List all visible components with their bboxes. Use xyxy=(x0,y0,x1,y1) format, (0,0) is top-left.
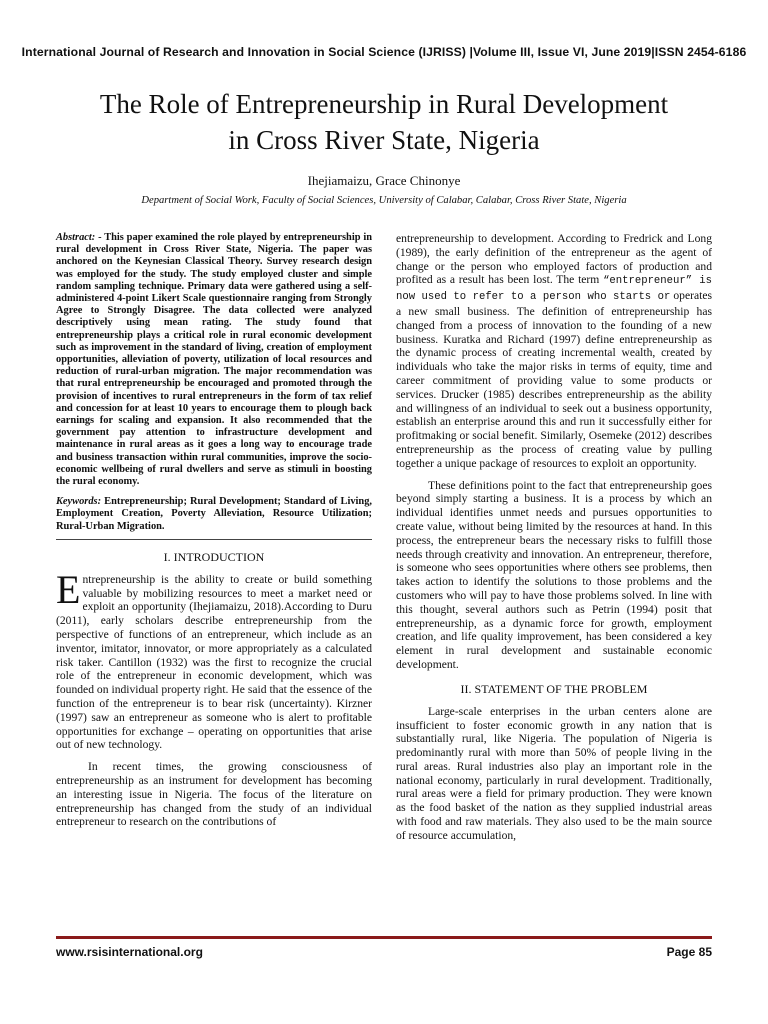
title-line-1: The Role of Entrepreneurship in Rural Development xyxy=(99,89,669,119)
abstract-divider xyxy=(56,539,372,540)
problem-heading: II. STATEMENT OF THE PROBLEM xyxy=(460,681,648,696)
definition-paragraph xyxy=(396,232,712,471)
title-line-2: in Cross River State, Nigeria xyxy=(228,125,540,155)
abstract xyxy=(56,232,372,488)
right-column xyxy=(396,232,712,843)
introduction-paragraph-2: In recent times, the growing consciousness of entrepreneurship as an instrument for development has becoming an interesting issue in Nigeria. The focus of the literature on entrepreneurship has changed from the study of an individual entrepreneur to research on the contributions of xyxy=(56,760,372,829)
keywords xyxy=(56,496,372,533)
footer-rule xyxy=(56,936,712,939)
keywords-text: Entrepreneurship; Rural Development; Standard of Living, Employment Creation, Poverty Alleviation, Resource Utilization; Rural-Urban Migration. xyxy=(56,496,372,532)
definition-text-a: entrepreneurship to development. According to Fredrick and Long (1989), the early definition of the entrepreneur as the agent of change or the person who employed factors of production and profited as a result has been lost. The term xyxy=(396,232,712,287)
author-affiliation: Department of Social Work, Faculty of Social Sciences, University of Calabar, Calabar, Cross River State, Nigeria xyxy=(141,195,627,206)
definition-text-mono: “entrepreneur” is now used to refer to a person who starts or xyxy=(396,275,712,304)
definitions-paragraph-2: These definitions point to the fact that entrepreneurship goes beyond simply starting a business. It is a process by which an individual identifies unmet needs and pursues opportunities to create value, without being limited by the resources at hand. In this process, the entrepreneur bears the necessary risks to fulfill those needs through creativity and innovation. An entrepreneur, therefore, is someone who sees opportunities where others see problems, then takes action to identify the solutions to those problems and the customers who will pay to have those problems solved. In line with this thought, several authors such as Petrin (1994) posit that entrepreneurship, as a dynamic force for growth, employment creation, and life quality improvement, has been considered a key element in rural development and sustainable economic development. xyxy=(396,478,712,671)
footer-website-link[interactable]: www.rsisinternational.org xyxy=(56,945,203,959)
page-number: Page 85 xyxy=(666,945,712,959)
keywords-label: Keywords: xyxy=(56,496,102,508)
drop-cap: E xyxy=(56,566,81,612)
abstract-text: - This paper examined the role played by entrepreneurship in rural development in Cross River State, Nigeria. The paper was anchored on the Keynesian Classical Theory. Survey research design was employed for the study. The study employed cluster and simple random sampling technique. Primary data were gathered using a self-administered 4-point Likert Scale questionnaire ranging from Strongly Agree to Strongly Disagree. The data collected were analyzed descriptively using mean rating. The study found that entrepreneurship plays a critical role in rural economic development such as improvement in the standard of living, creation of employment opportunities, alleviation of poverty, utilization of local resources and reduction of rural-urban migration. The major recommendation was that rural entrepreneurship be encouraged and promoted through the provision of incentives to rural entrepreneurs in the form of tax relief and concession for at least 10 years to encourage them to plough back earnings for scaling and expansion. It also recommended that the government pay attention to infrastructure development and maintenance in rural areas as it goes a long way to encourage trade and business transaction within rural communities, improve the socio-economic wellbeing of rural dwellers and serve as stimuli in boosting the rural economy. xyxy=(56,232,372,488)
left-column xyxy=(56,232,372,829)
author-name: Ihejiamaizu, Grace Chinonye xyxy=(307,173,461,188)
introduction-heading: I. INTRODUCTION xyxy=(163,549,265,564)
definition-text-b: operates a new small business. The definition of entrepreneurship has changed from a process of innovation to the founding of a new business. Kuratka and Richard (1997) define entrepreneurship as the dynamic process of creating incremental wealth, created by individuals who take the major risks in terms of equity, time and career commitment of providing value to some products or services. Drucker (1985) describes entrepreneurship as the ability and willingness of an individual to seek out a business opportunity, establish an enterprise around this and run it successfully either for profitmaking or social benefit. Similarly, Osemeke (2012) describes entrepreneurship as the process of creating value by pulling together a unique package of resources to exploit an opportunity. xyxy=(396,289,712,470)
introduction-text-1: ntrepreneurship is the ability to create or build something valuable by mobilizing resources to meet a market need or exploit an opportunity (Ihejiamaizu, 2018).According to Duru (2011), early scholars describe entrepreneurship from the perspective of functions of an entrepreneur, which include as an inventor, imitator, innovator, or more appropriately as a calculated risk taker. Cantillon (1932) was the first to recognize the crucial role of the entrepreneur in economic development, which was founded on individual property right. He said that the essence of the function of the entrepreneur is to bear risk (uncertainty). Kirzner (1997) saw an entrepreneur as someone who is alert to profitable opportunities for exchange – operating on opportunities that arise out of new technology. xyxy=(56,572,372,752)
introduction-paragraph-1 xyxy=(56,566,372,752)
paper-title xyxy=(30,86,738,158)
journal-header: International Journal of Research and Innovation in Social Science (IJRISS) |Volume III, Issue VI, June 2019|ISSN 2454-6186 xyxy=(21,45,747,59)
problem-paragraph-1: Large-scale enterprises in the urban centers alone are insufficient to foster economic growth in any nation that is substantially rural, like Nigeria. The population of Nigeria is predominantly rural with more than 50% of people living in the rural areas. Rural industries also play an important role in the national economy, particularly in rural development. Traditionally, rural areas were a field for primary production. They were known as the food basket of the nation as they supplied industrial areas with food and raw materials. They also used to be the main source of resource accumulation, xyxy=(396,704,712,842)
abstract-label: Abstract: xyxy=(56,232,96,243)
